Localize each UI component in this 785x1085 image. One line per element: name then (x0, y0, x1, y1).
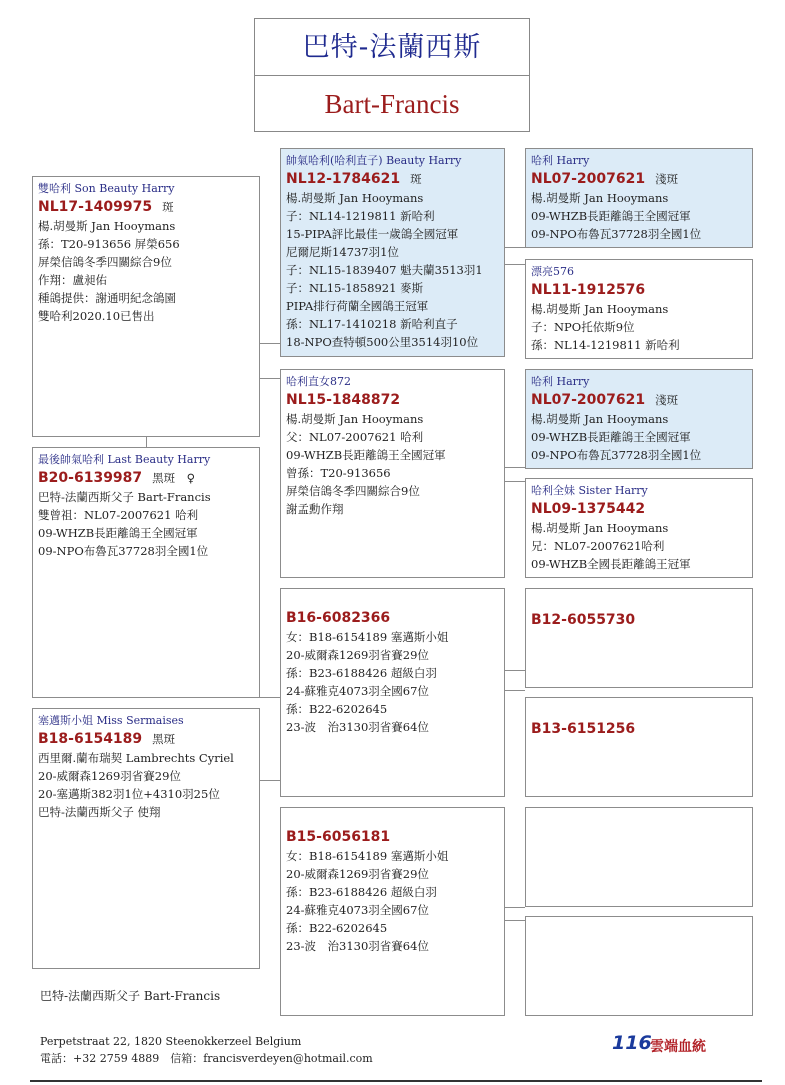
pigeon-name: 哈利 Harry (531, 375, 590, 388)
color-label: 斑 (410, 172, 422, 186)
detail-line: 20-威爾森1269羽省賽29位 (38, 769, 181, 783)
pigeon-name: 哈利 Harry (531, 154, 590, 167)
pedigree-box-pretty-576 (525, 259, 753, 359)
address: Perpetstraat 22, 1820 Steenokkerzeel Belgium (40, 1035, 302, 1048)
logo (612, 1032, 732, 1058)
detail-line: 24-蘇雅克4073羽全國67位 (286, 684, 429, 698)
ring-number: NL09-1375442 (531, 501, 646, 517)
color-label: 淺斑 (655, 172, 679, 186)
detail-line: 09-WHZB長距離鴿王全國冠軍 (531, 430, 691, 444)
ring-number: B20-6139987 黑斑 ♀ (38, 470, 196, 486)
pigeon-name: 哈利全妹 Sister Harry (531, 484, 648, 497)
detail-line: 09-NPO布魯瓦37728羽全國1位 (38, 544, 209, 558)
ring-number: NL15-1848872 (286, 392, 401, 408)
detail-line: 20-威爾森1269羽省賽29位 (286, 867, 429, 881)
detail-line: 屏榮信鴿冬季四關綜合9位 (286, 484, 420, 498)
breeder-contact (40, 1033, 373, 1067)
connector (505, 690, 525, 691)
pigeon-name: 雙哈利 Son Beauty Harry (38, 182, 175, 195)
detail-line: 24-蘇雅克4073羽全國67位 (286, 903, 429, 917)
pedigree-box-sire-dam (280, 369, 505, 578)
detail-line: 20-威爾森1269羽省賽29位 (286, 648, 429, 662)
detail-line: 子：NL15-1858921 麥斯 (286, 281, 424, 295)
connector (505, 264, 525, 265)
detail-line: 09-WHZB全國長距離鴿王冠軍 (531, 557, 691, 571)
detail-line: 15-PIPA評比最佳一歲鴿全國冠軍 (286, 227, 459, 241)
pedigree-box-dam-dam (280, 807, 505, 1016)
detail-line: 雙曾祖：NL07-2007621 哈利 (38, 508, 199, 522)
connector (505, 907, 525, 908)
pedigree-box-empty-1 (525, 807, 753, 907)
detail-line: 屏榮信鴿冬季四關綜合9位 (38, 255, 172, 269)
pigeon-name: 漂亮576 (531, 265, 574, 278)
ring-number: B16-6082366 (286, 610, 391, 626)
title-english: Bart-Francis (324, 89, 460, 119)
pigeon-name: 最後帥氣哈利 Last Beauty Harry (38, 453, 211, 466)
phone-email: 電話：+32 2759 4889 信箱：francisverdeyen@hotmail.com (40, 1052, 373, 1065)
color-label: 黑斑 (152, 732, 176, 746)
connector (146, 437, 147, 447)
detail-line: 楊.胡曼斯 Jan Hooymans (531, 521, 669, 535)
pedigree-box-sire (32, 176, 260, 437)
connector (505, 247, 525, 248)
color-label: 淺斑 (655, 393, 679, 407)
detail-line: 楊.胡曼斯 Jan Hooymans (38, 219, 176, 233)
connector (505, 481, 525, 482)
detail-line: 09-WHZB長距離鴿王全國冠軍 (38, 526, 198, 540)
connector (259, 343, 280, 344)
breeder-name: 巴特-法蘭西斯父子 Bart-Francis (40, 989, 221, 1003)
color-label: 黑斑 ♀ (152, 471, 196, 485)
pedigree-box-b12 (525, 588, 753, 688)
ring-number: B13-6151256 (531, 721, 636, 737)
connector (505, 467, 525, 468)
detail-line: 18-NPO查特頓500公里3514羽10位 (286, 335, 479, 349)
detail-line: 孫：B22-6202645 (286, 702, 388, 716)
detail-line: 09-NPO布魯瓦37728羽全國1位 (531, 448, 702, 462)
title-chinese: 巴特-法蘭西斯 (255, 19, 529, 76)
connector (259, 697, 280, 698)
ring-number: NL17-1409975 斑 (38, 199, 174, 215)
detail-line: 兄：NL07-2007621哈利 (531, 539, 665, 553)
color-label: 斑 (162, 200, 174, 214)
detail-line: PIPA排行荷蘭全國鴿王冠軍 (286, 299, 429, 313)
detail-line: 子：NL14-1219811 新哈利 (286, 209, 435, 223)
pedigree-box-harry-2 (525, 369, 753, 469)
pedigree-box-dam (32, 447, 260, 698)
detail-line: 尼爾尼斯14737羽1位 (286, 245, 399, 259)
ring-number: B12-6055730 (531, 612, 636, 628)
detail-line: 西里爾.蘭布瑞契 Lambrechts Cyriel (38, 751, 234, 765)
detail-line: 子：NPO托依斯9位 (531, 320, 635, 334)
logo-text: 雲端血統 (650, 1039, 706, 1055)
detail-line: 巴特-法蘭西斯父子 使翔 (38, 805, 161, 819)
ring-number: NL07-2007621 淺斑 (531, 392, 679, 408)
connector (505, 920, 525, 921)
detail-line: 孫：NL17-1410218 新哈利直子 (286, 317, 458, 331)
detail-line: 女：B18-6154189 塞邁斯小姐 (286, 630, 449, 644)
detail-line: 楊.胡曼斯 Jan Hooymans (531, 191, 669, 205)
pigeon-name: 哈利直女872 (286, 375, 351, 388)
connector (259, 378, 280, 379)
pedigree-box-harry-1 (525, 148, 753, 248)
detail-line: 09-NPO布魯瓦37728羽全國1位 (531, 227, 702, 241)
pigeon-name: 塞邁斯小姐 Miss Sermaises (38, 714, 184, 727)
detail-line: 09-WHZB長距離鴿王全國冠軍 (531, 209, 691, 223)
detail-line: 巴特-法蘭西斯父子 Bart-Francis (38, 490, 211, 504)
ring-number: B15-6056181 (286, 829, 391, 845)
detail-line: 楊.胡曼斯 Jan Hooymans (286, 412, 424, 426)
detail-line: 孫：B23-6188426 超級白羽 (286, 885, 437, 899)
logo-number: 116 (612, 1032, 652, 1054)
title-box (254, 18, 530, 132)
ring-number: NL11-1912576 (531, 282, 646, 298)
detail-line: 楊.胡曼斯 Jan Hooymans (531, 302, 669, 316)
detail-line: 孫：B23-6188426 超級白羽 (286, 666, 437, 680)
detail-line: 曾孫：T20-913656 (286, 466, 391, 480)
pedigree-box-dam-sire (280, 588, 505, 797)
bottom-rule (30, 1080, 762, 1082)
ring-number: NL12-1784621 斑 (286, 171, 422, 187)
detail-line: 女：B18-6154189 塞邁斯小姐 (286, 849, 449, 863)
detail-line: 楊.胡曼斯 Jan Hooymans (286, 191, 424, 205)
detail-line: 23-波 治3130羽省賽64位 (286, 939, 429, 953)
detail-line: 楊.胡曼斯 Jan Hooymans (531, 412, 669, 426)
ring-number: B18-6154189 黑斑 (38, 731, 176, 747)
pedigree-box-sister-harry (525, 478, 753, 578)
connector (259, 780, 280, 781)
detail-line: 09-WHZB長距離鴿王全國冠軍 (286, 448, 446, 462)
detail-line: 作翔：盧昶佑 (38, 273, 107, 287)
detail-line: 父：NL07-2007621 哈利 (286, 430, 424, 444)
detail-line: 孫：NL14-1219811 新哈利 (531, 338, 680, 352)
pedigree-box-miss-sermaises (32, 708, 260, 969)
detail-line: 種鴿提供：謝通明紀念鴿園 (38, 291, 176, 305)
detail-line: 子：NL15-1839407 魁夫蘭3513羽1 (286, 263, 483, 277)
pedigree-box-sire-sire (280, 148, 505, 357)
pigeon-name: 帥氣哈利(哈利直子) Beauty Harry (286, 154, 462, 167)
ring-number: NL07-2007621 淺斑 (531, 171, 679, 187)
detail-line: 20-塞邁斯382羽1位+4310羽25位 (38, 787, 220, 801)
pedigree-box-empty-2 (525, 916, 753, 1016)
detail-line: 23-波 治3130羽省賽64位 (286, 720, 429, 734)
detail-line: 孫：B22-6202645 (286, 921, 388, 935)
detail-line: 雙哈利2020.10已售出 (38, 309, 155, 323)
pedigree-box-b13 (525, 697, 753, 797)
detail-line: 謝孟勳作翔 (286, 502, 344, 516)
detail-line: 孫：T20-913656 屏榮656 (38, 237, 180, 251)
connector (505, 670, 525, 671)
